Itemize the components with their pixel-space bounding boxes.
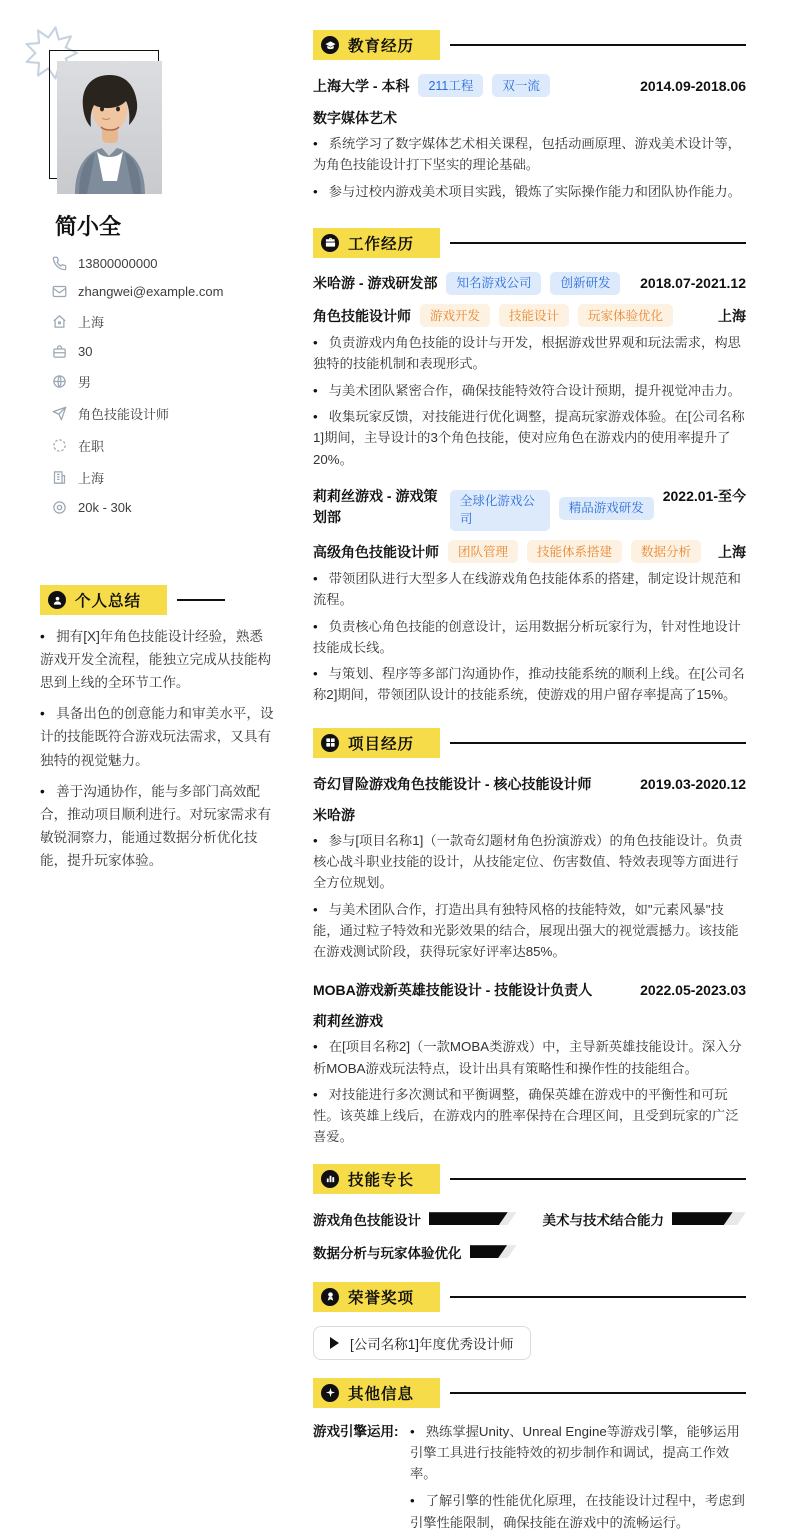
section-title: 教育经历 [348,38,415,55]
section-title: 项目经历 [348,735,415,753]
role-tag: 技能设计 [499,304,569,327]
role-tag: 团队管理 [448,540,518,563]
contact-value: 30 [78,344,93,359]
section-header-education [313,30,746,60]
project-entry [313,774,746,963]
project-entry [313,980,746,1147]
contact-city [52,468,276,487]
person-icon [48,591,66,609]
work-entry [313,486,746,706]
section-title: 技能专长 [348,1171,415,1189]
graduation-cap-icon [321,36,339,54]
school-tag: 双一流 [492,74,550,97]
bullet: • 了解引擎的性能优化原理，在技能设计过程中，考虑到引擎性能限制，确保技能在游戏中的流畅运行。 [410,1490,746,1533]
date-range: 2018.07-2021.12 [640,275,746,292]
divider [450,1392,746,1394]
sidebar [40,0,276,872]
skill-bar [470,1245,517,1258]
section-title: 工作经历 [348,235,415,253]
project-company: 莉莉丝游戏 [313,1013,383,1030]
bullet: • 与美术团队紧密合作，确保技能特效符合设计预期，提升视觉冲击力。 [313,380,746,401]
section-header-work [313,228,746,258]
summary-bullet: • 拥有[X]年角色技能设计经验，熟悉游戏开发全流程，能独立完成从技能构思到上线的全环节工作。 [40,625,276,694]
bullet: • 收集玩家反馈，对技能进行优化调整，提高玩家游戏体验。在[公司名称1]期间，主导设计的3个角色技能，使对应角色在游戏内的使用率提升了20%。 [313,406,746,470]
bullet: • 熟练掌握Unity、Unreal Engine等游戏引擎，能够运用引擎工具进行技能特效的初步制作和调试，提高工作效率。 [410,1421,746,1485]
summary-bullet: • 善于沟通协作，能与多部门高效配合，推动项目顺利进行。对玩家需求有敏锐洞察力，能通过数据分析优化技能，提升玩家体验。 [40,780,276,872]
skill-label: 数据分析与玩家体验优化 [313,1245,462,1261]
status-circle-icon [52,438,67,453]
contact-salary [52,500,276,515]
main-column [313,0,746,1533]
target-icon [52,500,67,515]
sparkle-icon [321,1384,339,1402]
avatar [57,61,162,194]
section-title: 荣誉奖项 [348,1289,415,1307]
skill-bar [672,1212,746,1225]
bar-chart-icon [321,1170,339,1188]
company-name: 莉莉丝游戏 - 游戏策划部 [313,487,438,526]
contact-value: 上海 [78,315,105,330]
summary-bullet: • 具备出色的创意能力和审美水平，设计的技能既符合游戏玩法需求，又具有独特的视觉魅力。 [40,702,276,771]
role-title: 高级角色技能设计师 [313,543,439,560]
project-name: 奇幻冒险游戏角色技能设计 - 核心技能设计师 [313,775,592,792]
section-header-summary [40,585,276,615]
divider [450,242,746,244]
location: 上海 [718,307,746,324]
skill-item [313,1209,517,1229]
project-name: MOBA游戏新英雄技能设计 - 技能设计负责人 [313,982,593,999]
school-name: 上海大学 - 本科 [313,77,410,94]
contact-status [52,436,276,455]
contact-value: 角色技能设计师 [78,407,170,422]
date-range: 2022.05-2023.03 [640,982,746,999]
medal-icon [321,1288,339,1306]
date-range: 2019.03-2020.12 [640,775,746,792]
contact-value: 20k - 30k [78,500,132,515]
photo-block [40,0,276,198]
divider [177,599,225,601]
age-icon [52,344,67,359]
section-title: 个人总结 [75,593,142,610]
contact-value: 上海 [78,471,105,486]
section-title: 其他信息 [348,1385,415,1403]
role-tag: 数据分析 [631,540,701,563]
company-tag: 创新研发 [550,272,620,295]
section-header-other [313,1378,746,1408]
skills-grid [313,1209,746,1262]
candidate-name: 简小全 [55,214,122,239]
company-tag: 精品游戏研发 [559,497,654,520]
company-tag: 知名游戏公司 [446,272,541,295]
education-entry [313,74,746,202]
bullet: • 负责游戏内角色技能的设计与开发，根据游戏世界观和玩法需求，构思独特的技能机制和表现形式。 [313,332,746,375]
company-name: 米哈游 - 游戏研发部 [313,275,438,292]
contact-value: 在职 [78,439,105,454]
skill-bar [429,1212,517,1225]
skill-item [313,1242,517,1262]
divider [450,742,746,744]
divider [450,1296,746,1298]
bullet: • 负责核心角色技能的创意设计，运用数据分析玩家行为，针对性地设计技能成长线。 [313,616,746,659]
briefcase-icon [321,234,339,252]
contact-gender [52,372,276,391]
play-triangle-icon [330,1337,339,1349]
contact-phone [52,256,276,271]
contact-job-title [52,404,276,423]
school-tag: 211工程 [418,74,483,97]
date-range: 2022.01-至今 [662,487,746,504]
phone-icon [52,256,67,271]
contact-location [52,312,276,331]
bullet: • 在[项目名称2]（一款MOBA类游戏）中，主导新英雄技能设计。深入分析MOBA游戏玩法特点，设计出具有策略性和操作性的技能组合。 [313,1036,746,1079]
globe-icon [52,374,67,389]
contact-email [52,284,276,299]
grid-icon [321,734,339,752]
role-tag: 技能体系搭建 [527,540,622,563]
major: 数字媒体艺术 [313,110,397,127]
home-icon [52,314,67,329]
contact-value: zhangwei@example.com [78,284,224,299]
bullet: • 与策划、程序等多部门沟通协作，推动技能系统的顺利上线。在[公司名称2]期间，带领团队设计的技能系统，使游戏的用户留存率提高了15%。 [313,663,746,706]
role-tag: 游戏开发 [420,304,490,327]
other-label: 游戏引擎运用: [313,1423,399,1439]
honor-badge[interactable] [313,1326,531,1360]
bullet: • 参与[项目名称1]（一款奇幻题材角色扮演游戏）的角色技能设计。负责核心战斗职业技能的设计，从技能定位、伤害数值、特效表现等方面进行全方位规划。 [313,830,746,894]
building-icon [52,470,67,485]
skill-label: 游戏角色技能设计 [313,1212,421,1228]
contact-value: 男 [78,375,92,390]
divider [450,1178,746,1180]
skill-label: 美术与技术结合能力 [542,1212,664,1228]
paper-plane-icon [52,406,67,421]
contact-list [52,256,276,515]
other-info-row [313,1421,746,1533]
bullet: • 参与过校内游戏美术项目实践，锻炼了实际操作能力和团队协作能力。 [313,181,746,202]
section-header-honors [313,1282,746,1312]
contact-value: 13800000000 [78,256,158,271]
work-entry [313,272,746,470]
summary-section [40,585,276,872]
bullet: • 带领团队进行大型多人在线游戏角色技能体系的搭建，制定设计规范和流程。 [313,568,746,611]
location: 上海 [718,543,746,560]
date-range: 2014.09-2018.06 [640,77,746,94]
bullet: • 系统学习了数字媒体艺术相关课程，包括动画原理、游戏美术设计等，为角色技能设计打下坚实的理论基础。 [313,133,746,176]
mail-icon [52,284,67,299]
bullet: • 对技能进行多次测试和平衡调整，确保英雄在游戏中的平衡性和可玩性。该英雄上线后，在游戏内的胜率保持在合理区间，且受到玩家的广泛喜爱。 [313,1084,746,1148]
section-header-projects [313,728,746,758]
role-tag: 玩家体验优化 [578,304,673,327]
contact-age [52,344,276,359]
bullet: • 与美术团队合作，打造出具有独特风格的技能特效，如"元素风暴"技能，通过粒子特效和光影效果的结合，展现出强大的视觉震撼力。该技能在游戏测试阶段，获得玩家好评率达85%。 [313,899,746,963]
skill-item [543,1209,747,1229]
company-tag: 全球化游戏公司 [450,490,550,531]
honor-text: [公司名称1]年度优秀设计师 [350,1336,514,1352]
role-title: 角色技能设计师 [313,307,411,324]
divider [450,44,746,46]
section-header-skills [313,1164,746,1194]
project-company: 米哈游 [313,806,355,823]
summary-bullets [40,625,276,872]
